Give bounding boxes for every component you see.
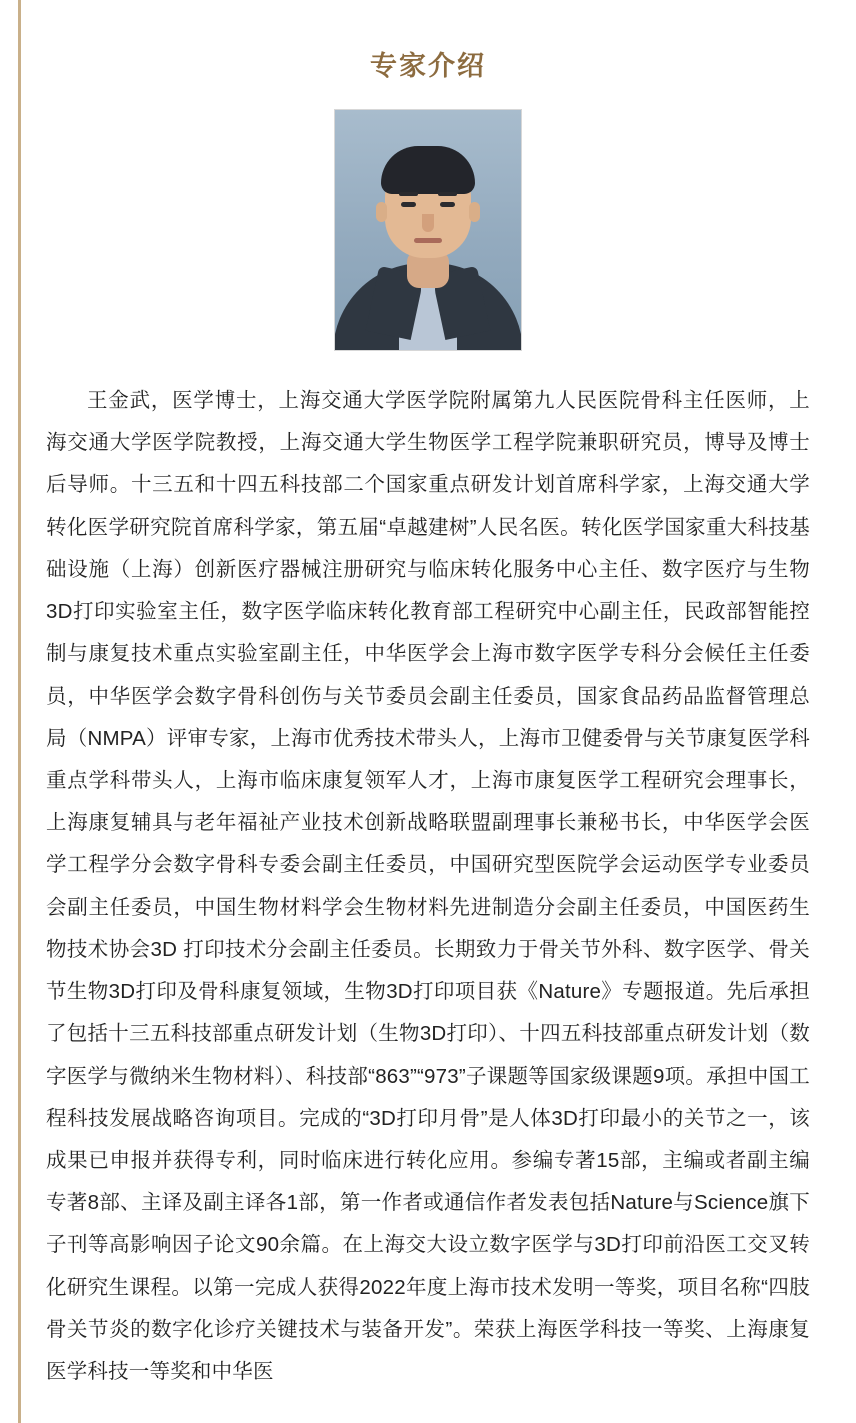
portrait-hair	[381, 146, 475, 194]
portrait-brow-left	[399, 192, 418, 196]
portrait-brow-right	[438, 192, 457, 196]
left-accent-rule	[18, 0, 21, 1423]
page-title-container	[46, 44, 810, 83]
portrait-ear-left	[376, 202, 387, 222]
portrait-nose	[422, 214, 434, 232]
portrait-photo	[334, 109, 522, 351]
portrait-mouth	[414, 238, 442, 243]
portrait-ear-right	[469, 202, 480, 222]
page-title: 专家介绍	[370, 51, 486, 81]
biography-paragraph: 王金武，医学博士，上海交通大学医学院附属第九人民医院骨科主任医师，上海交通大学医学院教授，上海交通大学生物医学工程学院兼职研究员，博导及博士后导师。十三五和十四五科技部二个国家重点研发计划首席科学家，上海交通大学转化医学研究院首席科学家，第五届“卓越建树”人民名医。转化医学国家重大科技基础设施（上海）创新医疗器械注册研究与临床转化服务中心主任、数字医疗与生物3D打印实验室主任，数字医学临床转化教育部工程研究中心副主任，民政部智能控制与康复技术重点实验室副主任，中华医学会上海市数字医学专科分会候任主任委员，中华医学会数字骨科创伤与关节委员会副主任委员，国家食品药品监督管理总局（NMPA）评审专家，上海市优秀技术带头人，上海市卫健委骨与关节康复医学科重点学科带头人，上海市临床康复领军人才，上海市康复医学工程研究会理事长，上海康复辅具与老年福祉产业技术创新战略联盟副理事长兼秘书长，中华医学会医学工程学分会数字骨科专委会副主任委员，中国研究型医院学会运动医学专业委员会副主任委员，中国生物材料学会生物材料先进制造分会副主任委员，中国医药生物技术协会3D 打印技术分会副主任委员。长期致力于骨关节外科、数字医学、骨关节生物3D打印及骨科康复领域，生物3D打印项目获《Nature》专题报道。先后承担了包括十三五科技部重点研发计划（生物3D打印）、十四五科技部重点研发计划（数字医学与微纳米生物材料）、科技部“863”“973”子课题等国家级课题9项。承担中国工程科技发展战略咨询项目。完成的“3D打印月骨”是人体3D打印最小的关节之一，该成果已申报并获得专利，同时临床进行转化应用。参编专著15部，主编或者副主编专著8部、主译及副主译各1部，第一作者或通信作者发表包括Nature与Science旗下子刊等高影响因子论文90余篇。在上海交大设立数字医学与3D打印前沿医工交叉转化研究生课程。以第一完成人获得2022年度上海市技术发明一等奖，项目名称“四肢骨关节炎的数字化诊疗关键技术与装备开发”。荣获上海医学科技一等奖、上海康复医学科技一等奖和中华医	[46, 389, 810, 1384]
biography-text	[46, 380, 810, 1393]
portrait-container	[46, 109, 810, 356]
portrait-eye-left	[401, 202, 416, 207]
portrait-eye-right	[440, 202, 455, 207]
